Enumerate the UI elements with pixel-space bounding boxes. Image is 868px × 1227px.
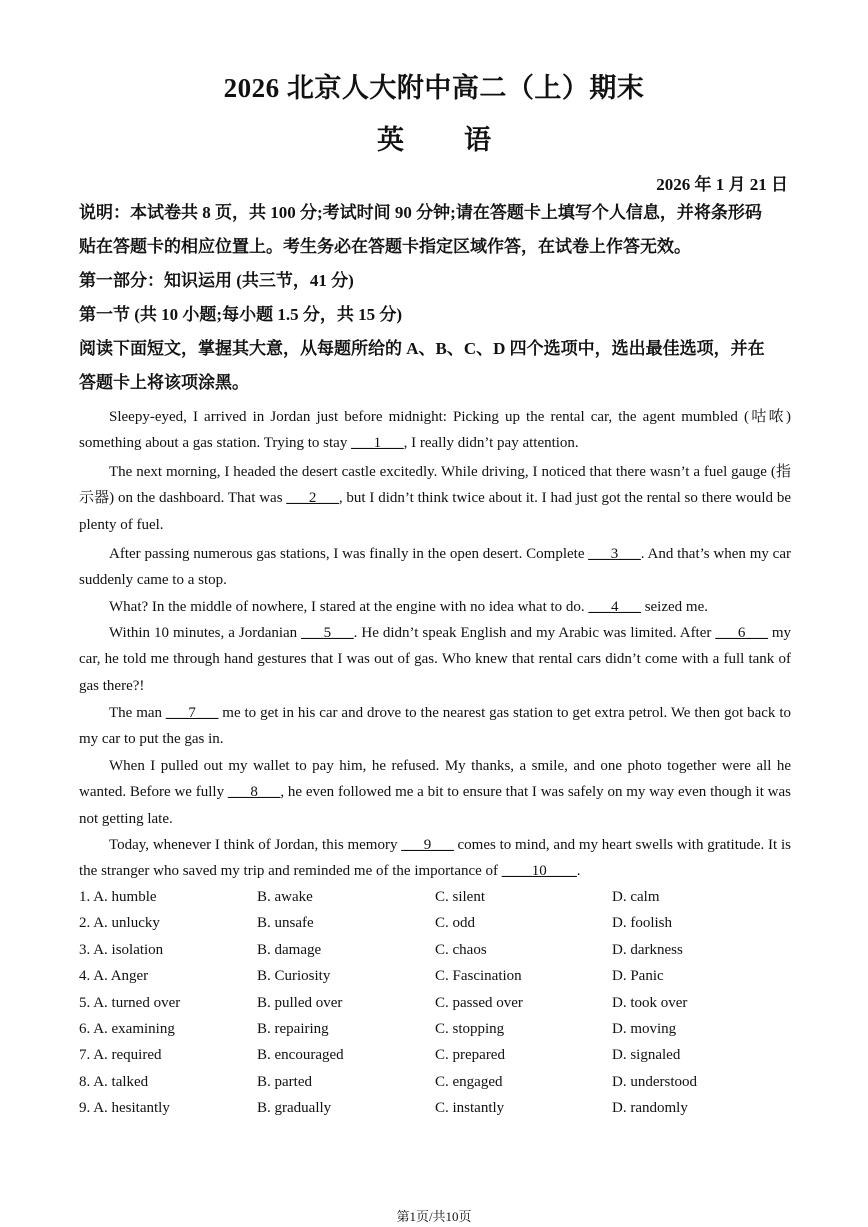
option-d: D. randomly: [612, 1100, 688, 1117]
passage-paragraph: [79, 620, 791, 699]
option-b: B. repairing: [257, 1020, 329, 1037]
question-row: [79, 1042, 791, 1068]
blank-5: ___5___: [301, 625, 354, 641]
section-heading: 第一节 (共 10 小题;每小题 1.5 分，共 15 分): [79, 305, 402, 324]
option-d: D. moving: [612, 1020, 677, 1037]
option-a: 6. A. examining: [79, 1020, 175, 1037]
paragraph-text: , but I didn’t think twice about it. I had just got the rental so there would be plenty of fuel.: [79, 490, 791, 533]
option-d: D. took over: [612, 994, 688, 1011]
option-d: D. signaled: [612, 1047, 681, 1064]
option-a: 7. A. required: [79, 1047, 162, 1064]
question-row: [79, 1069, 791, 1095]
exam-date: 2026 年 1 月 21 日: [656, 175, 788, 194]
option-c: C. odd: [435, 915, 476, 932]
blank-9: ___9___: [401, 837, 454, 853]
exam-title: 2026 北京人大附中高二（上）期末: [223, 73, 645, 103]
direction-line-1: 阅读下面短文，掌握其大意，从每题所给的 A、B、C、D 四个选项中，选出最佳选项，并在: [79, 339, 765, 358]
passage-paragraph: [79, 404, 791, 457]
option-b: B. encouraged: [257, 1047, 344, 1064]
paragraph-text: When I pulled out my wallet to pay him, he refused. My thanks, a smile, and one photo together were all he wanted. Before we fully: [79, 758, 791, 801]
paragraph-text: seized me.: [640, 599, 708, 615]
blank-1: ___1___: [351, 435, 404, 452]
passage-paragraph: [79, 832, 791, 885]
passage-paragraph: [79, 753, 791, 832]
option-b: B. parted: [257, 1073, 312, 1090]
option-c: C. passed over: [435, 994, 523, 1011]
paragraph-text: , he even followed me a bit to ensure that I was safely on my way even though it was not getting late.: [79, 784, 791, 827]
option-a: 2. A. unlucky: [79, 915, 160, 932]
blank-8: ___8___: [227, 784, 281, 801]
option-c: C. stopping: [435, 1020, 505, 1037]
option-c: C. prepared: [435, 1047, 505, 1064]
option-c: C. engaged: [435, 1073, 503, 1090]
option-b: B. gradually: [257, 1100, 332, 1117]
paragraph-text: Today, whenever I think of Jordan, this memory: [109, 837, 402, 853]
paragraph-text: After passing numerous gas stations, I was finally in the open desert. Complete: [109, 546, 589, 562]
paragraph-text: comes to mind, and my heart swells with gratitude. It is the stranger who saved my trip and reminded me of the importance of: [79, 837, 792, 880]
question-row: [79, 884, 791, 910]
option-a: 5. A. turned over: [79, 994, 181, 1011]
blank-6: ___6___: [715, 625, 768, 641]
option-a: 9. A. hesitantly: [79, 1100, 170, 1117]
option-c: C. chaos: [435, 941, 487, 958]
option-d: D. darkness: [612, 941, 683, 958]
answer-options: [79, 884, 791, 1122]
passage-paragraph: [79, 459, 791, 538]
option-d: D. understood: [612, 1073, 697, 1090]
paragraph-text: Within 10 minutes, a Jordanian: [109, 625, 302, 641]
paragraph-text: my car, he told me through hand gestures that I was out of gas. Who knew that rental cars didn’t come with a full tank of gas there?!: [79, 625, 792, 694]
paragraph-text: Sleepy-eyed, I arrived in Jordan just before midnight: Picking up the rental car, the agent mumbled (咕哝) something about a gas station. Trying to stay: [79, 409, 791, 452]
blank-7: ___7___: [165, 705, 219, 721]
question-row: [79, 910, 791, 936]
option-c: C. silent: [435, 889, 486, 905]
paragraph-text: What? In the middle of nowhere, I stared at the engine with no idea what to do.: [109, 599, 589, 615]
part-heading: 第一部分：知识运用 (共三节，41 分): [79, 271, 354, 290]
blank-4: ___4___: [588, 599, 641, 615]
paragraph-text: me to get in his car and drove to the nearest gas station to get extra petrol. We then got back to my car to put the gas in.: [79, 705, 791, 748]
paragraph-text: The man: [109, 705, 166, 721]
blank-10: ____10____: [501, 863, 577, 880]
option-d: D. calm: [612, 889, 660, 905]
note-line-2: 贴在答题卡的相应位置上。考生务必在答题卡指定区域作答，在试卷上作答无效。: [79, 237, 691, 256]
option-b: B. unsafe: [257, 915, 314, 932]
option-d: D. Panic: [612, 968, 664, 985]
blank-2: ___2___: [286, 490, 339, 507]
option-c: C. instantly: [435, 1100, 505, 1117]
instructions-block: [79, 196, 791, 400]
subject-heading: 英语: [377, 125, 551, 155]
paragraph-text: . And that’s when my car suddenly came to a stop.: [79, 546, 791, 589]
question-row: [79, 1095, 791, 1121]
option-a: 8. A. talked: [79, 1073, 149, 1090]
paragraph-text: The next morning, I headed the desert castle excitedly. While driving, I noticed that there wasn’t a fuel gauge (指示器) on the dashboard. That was: [79, 464, 791, 507]
direction-line-2: 答题卡上将该项涂黑。: [79, 373, 249, 392]
option-d: D. foolish: [612, 915, 672, 932]
question-row: [79, 937, 791, 963]
passage-paragraph: [79, 700, 791, 753]
blank-3: ___3___: [588, 546, 641, 562]
question-row: [79, 963, 791, 989]
option-a: 3. A. isolation: [79, 941, 164, 958]
option-a: 4. A. Anger: [79, 968, 149, 985]
page-number: 第1页/共10页: [396, 1209, 472, 1224]
option-b: B. awake: [257, 889, 313, 905]
question-row: [79, 1016, 791, 1042]
option-b: B. Curiosity: [257, 968, 331, 985]
passage-paragraph: [79, 594, 791, 620]
option-c: C. Fascination: [435, 968, 522, 985]
option-b: B. pulled over: [257, 994, 343, 1011]
option-b: B. damage: [257, 941, 322, 958]
paragraph-text: .: [576, 863, 581, 880]
option-a: 1. A. humble: [79, 889, 157, 905]
paragraph-text: . He didn’t speak English and my Arabic was limited. After: [353, 625, 716, 641]
question-row: [79, 990, 791, 1016]
note-line-1: 说明：本试卷共 8 页，共 100 分;考试时间 90 分钟;请在答题卡上填写个人信息，并将条形码: [79, 203, 762, 222]
passage-paragraph: [79, 541, 791, 594]
paragraph-text: , I really didn’t pay attention.: [403, 435, 579, 452]
